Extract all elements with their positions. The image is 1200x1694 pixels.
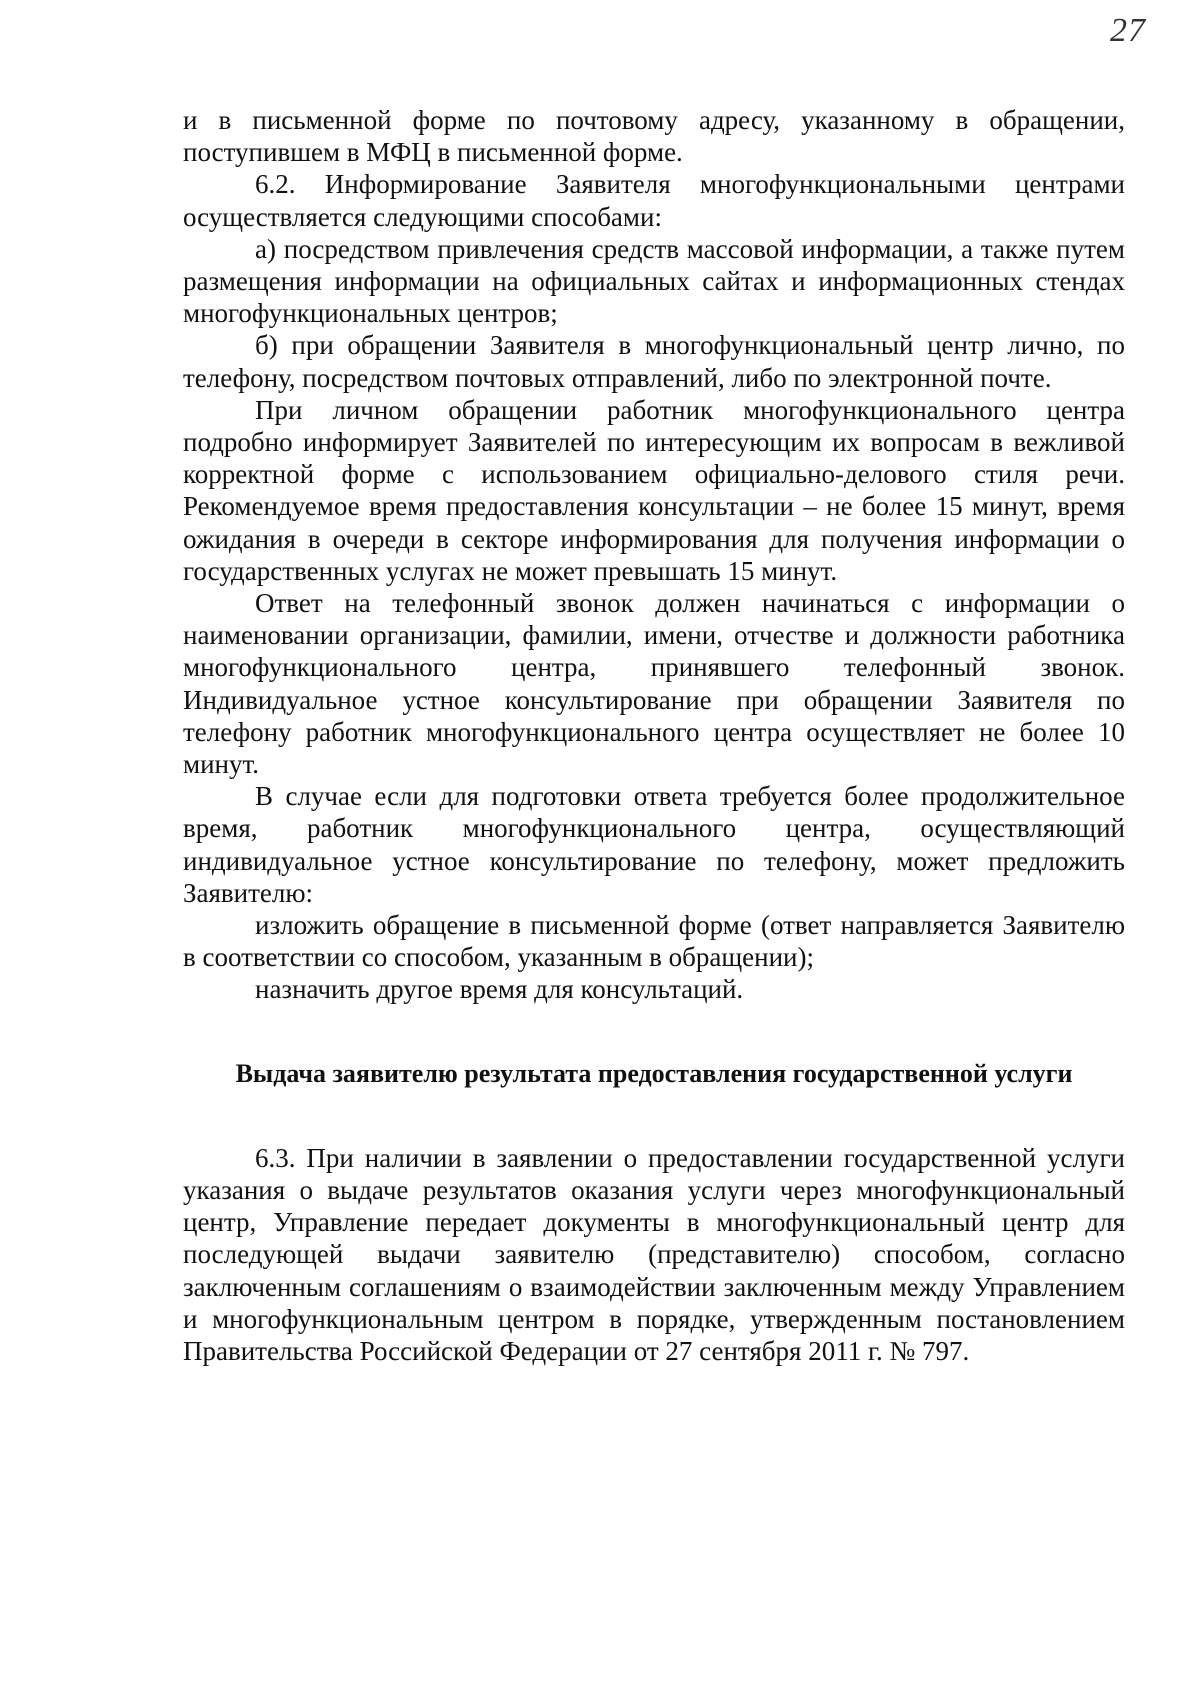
paragraph-continuation: и в письменной форме по почтовому адресу, указанному в обращении, поступившем в МФЦ в письменной форме. [183,105,1125,168]
paragraph-longer-time: В случае если для подготовки ответа требуется более продолжительное время, работник многофункционального центра, осуществляющий индивидуальное устное консультирование по телефону, может предложить Заявителю: [183,781,1125,908]
paragraph-6-3: 6.3. При наличии в заявлении о предоставлении государственной услуги указания о выдаче результатов оказания услуги через многофункциональный центр, Управление передает документы в многофункциональный центр для последующей выдачи заявителю (представителю) способом, согласно заключенным соглашениям о взаимодействии заключенным между Управлением и многофункциональным центром в порядке, утвержденным постановлением Правительства Российской Федерации от 27 сентября 2011 г. № 797. [183,1142,1125,1366]
paragraph-personal-visit: При личном обращении работник многофункционального центра подробно информирует Заявителей по интересующим их вопросам в вежливой корректной форме с использованием официально-делового стиля речи. Рекомендуемое время предоставления консультации – не более 15 минут, время ожидания в очереди в секторе информирования для получения информации о государственных услугах не может превышать 15 минут. [183,394,1125,586]
page-number: 27 [1110,12,1146,49]
paragraph-6-2: 6.2. Информирование Заявителя многофункциональными центрами осуществляется следующими способами: [183,169,1125,232]
paragraph-item-a: а) посредством привлечения средств массовой информации, а также путем размещения информации на официальных сайтах и информационных стендах многофункциональных центров; [183,233,1125,329]
paragraph-item-b: б) при обращении Заявителя в многофункциональный центр лично, по телефону, посредством почтовых отправлений, либо по электронной почте. [183,330,1125,393]
paragraph-phone-answer: Ответ на телефонный звонок должен начинаться с информации о наименовании организации, фамилии, имени, отчестве и должности работника многофункционального центра, принявшего телефонный звонок. Индивидуальное устное консультирование при обращении Заявителя по телефону работник многофункционального центра осуществляет не более 10 минут. [183,588,1125,780]
paragraph-option-reschedule: назначить другое время для консультаций. [255,974,744,1005]
document-body [183,104,1125,1367]
paragraph-option-written: изложить обращение в письменной форме (ответ направляется Заявителю в соответствии со способом, указанным в обращении); [183,910,1125,973]
section-heading: Выдача заявителю результата предоставления государственной услуги [235,1058,1073,1088]
